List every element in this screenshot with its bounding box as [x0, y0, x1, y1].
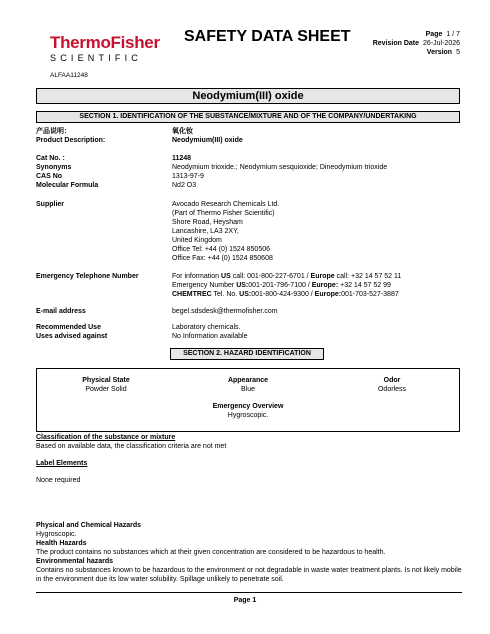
section-1-heading: SECTION 1. IDENTIFICATION OF THE SUBSTANCE/MIXTURE AND OF THE COMPANY/UNDERTAKING [36, 111, 460, 123]
environmental-hazards-heading: Environmental hazards [36, 558, 114, 565]
supplier-line: Shore Road, Heysham [172, 219, 243, 226]
uses-advised-against-label: Uses advised against [36, 333, 108, 340]
health-hazards-text: The product contains no substances which at their given concentration are considered to be hazardous to health. [36, 549, 386, 556]
physical-state-value: Powder Solid [85, 386, 127, 393]
brand-tagline: SCIENTIFIC [50, 53, 143, 63]
version-info [360, 48, 460, 57]
appearance-label: Appearance [227, 377, 269, 384]
text-span: call: 001-800-227-6701 / [230, 273, 311, 280]
emergency-overview [178, 402, 318, 420]
text-span-bold: US: [236, 282, 249, 289]
version-value: 5 [456, 49, 460, 56]
document-code: ALFAA11248 [50, 72, 88, 79]
hazard-overview-box [36, 368, 460, 432]
cas-no-label: CAS No [36, 173, 63, 180]
revision-label: Revision Date [372, 40, 420, 47]
supplier-line: Office Tel: +44 (0) 1524 850506 [172, 246, 271, 253]
phys-chem-hazards-text: Hygroscopic. [36, 531, 77, 538]
cat-no-label: Cat No. : [36, 155, 65, 162]
page-label: Page [425, 31, 443, 38]
text-span: 001-800-424-9300 / [251, 291, 315, 298]
supplier-label: Supplier [36, 201, 65, 208]
supplier-line: United Kingdom [172, 237, 222, 244]
text-span-bold: Europe: [314, 291, 342, 298]
text-span: +32 14 57 52 99 [338, 282, 391, 289]
text-span-bold: CHEMTREC [172, 291, 212, 298]
revision-value: 26-Jul-2026 [423, 40, 460, 47]
odor [347, 376, 437, 394]
supplier-line: Avocado Research Chemicals Ltd. [172, 201, 280, 208]
molecular-formula-value: Nd2 O3 [172, 182, 197, 189]
classification-text: Based on available data, the classification criteria are not met [36, 443, 227, 450]
document-title: SAFETY DATA SHEET [184, 28, 351, 45]
email-label: E-mail address [36, 308, 86, 315]
text-span: 001-703-527-3887 [341, 291, 399, 298]
product-description-label-cjk: 产品说明： [36, 128, 71, 135]
footer-page-number: Page 1 [233, 597, 257, 604]
product-description-value-en: Neodymium(III) oxide [172, 137, 243, 144]
health-hazards-heading: Health Hazards [36, 540, 87, 547]
product-title: Neodymium(III) oxide [36, 88, 460, 104]
version-label: Version [426, 49, 453, 56]
email-value[interactable]: begel.sdsdesk@thermofisher.com [172, 308, 278, 315]
supplier-address [172, 200, 462, 263]
document-meta [360, 30, 460, 57]
identifiers-labels [36, 154, 164, 190]
label-elements-heading: Label Elements [36, 460, 88, 467]
synonyms-value: Neodymium trioxide.; Neodymium sesquioxide; Dineodymium trioxide [172, 164, 388, 171]
text-span-bold: Europe: [311, 282, 339, 289]
product-description-value-cjk: 氧化钕 [172, 128, 193, 135]
brand-logo [50, 34, 168, 64]
product-description-value [172, 127, 462, 145]
emergency-info-line [172, 272, 462, 281]
brand-name: ThermoFisher [50, 33, 160, 52]
product-description-label-en: Product Description: [36, 137, 106, 144]
product-description-label [36, 127, 164, 145]
text-span: call: +32 14 57 52 11 [334, 273, 402, 280]
physical-state-label: Physical State [82, 377, 130, 384]
text-span: 001-201-796-7100 / [248, 282, 312, 289]
text-span-bold: US: [239, 291, 252, 298]
hazards-block [36, 521, 462, 584]
appearance [203, 376, 293, 394]
text-span: Emergency Number [172, 282, 237, 289]
page-value: 1 / 7 [446, 31, 460, 38]
emergency-phone-numbers [172, 272, 462, 299]
section-2-heading: SECTION 2. HAZARD IDENTIFICATION [170, 348, 324, 360]
text-span-bold: Europe [310, 273, 335, 280]
synonyms-label: Synonyms [36, 164, 72, 171]
recommended-use-label: Recommended Use [36, 324, 101, 331]
molecular-formula-label: Molecular Formula [36, 182, 99, 189]
use-labels [36, 323, 164, 341]
identifiers-values [172, 154, 462, 190]
footer-divider [36, 592, 462, 593]
physical-state [61, 376, 151, 394]
cas-no-value: 1313-97-9 [172, 173, 204, 180]
text-span-bold: US [221, 273, 231, 280]
cat-no-value: 11248 [172, 155, 192, 162]
text-span: For information [172, 273, 222, 280]
recommended-use-value: Laboratory chemicals. [172, 324, 241, 331]
uses-advised-against-value: No Information available [172, 333, 248, 340]
odor-label: Odor [383, 377, 401, 384]
emergency-phone-label: Emergency Telephone Number [36, 273, 139, 280]
emergency-number-line [172, 281, 462, 290]
revision-info [360, 39, 460, 48]
classification-block [36, 433, 462, 451]
appearance-value: Blue [240, 386, 255, 393]
classification-heading: Classification of the substance or mixture [36, 434, 176, 441]
supplier-line: (Part of Thermo Fisher Scientific) [172, 210, 275, 217]
text-span: Tel. No. [211, 291, 240, 298]
emergency-overview-label: Emergency Overview [212, 403, 284, 410]
odor-value: Odorless [377, 386, 406, 393]
supplier-line: Office Fax: +44 (0) 1524 850608 [172, 255, 273, 262]
environmental-hazards-text: Contains no substances known to be hazardous to the environment or not degradable in waste water treatment plants. Is not likely mobile in the environment due its low water solubility. Spillage unlikely to penetrate soil. [36, 567, 462, 583]
label-elements-block [36, 459, 462, 485]
label-elements-text: None required [36, 477, 81, 484]
supplier-line: Lancashire, LA3 2XY, [172, 228, 239, 235]
page-info [360, 30, 460, 39]
chemtrec-line [172, 290, 462, 299]
emergency-overview-value: Hygroscopic. [227, 412, 269, 419]
use-values [172, 323, 462, 341]
phys-chem-hazards-heading: Physical and Chemical Hazards [36, 522, 142, 529]
